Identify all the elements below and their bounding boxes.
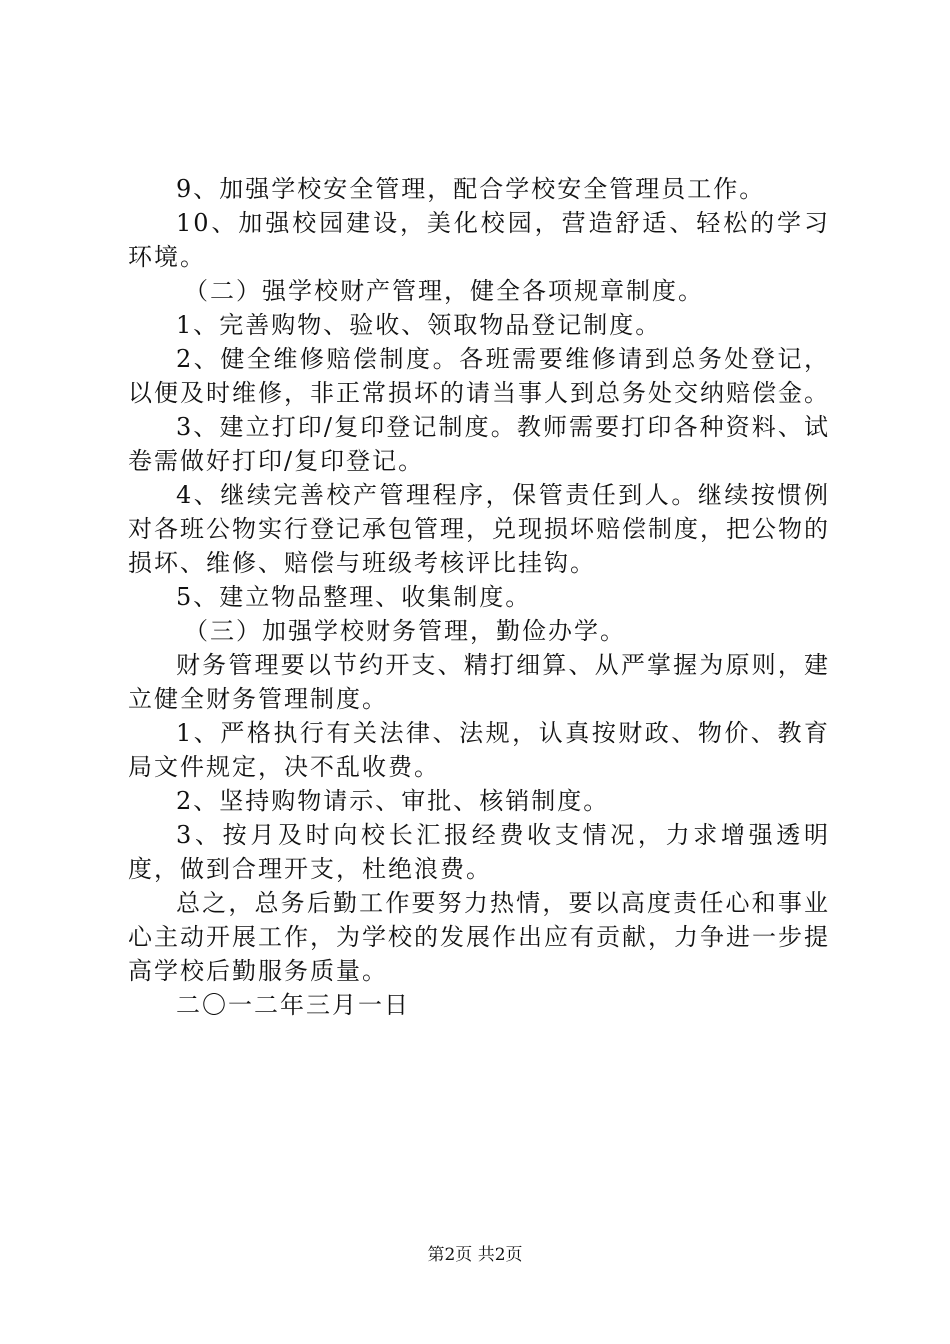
paragraph-item: 3、建立打印/复印登记制度。教师需要打印各种资料、试卷需做好打印/复印登记。 bbox=[128, 413, 830, 475]
paragraph-item-9: 9、加强学校安全管理，配合学校安全管理员工作。 bbox=[176, 175, 766, 203]
paragraph-item: 5、建立物品整理、收集制度。 bbox=[176, 583, 532, 611]
paragraph-item: 1、完善购物、验收、领取物品登记制度。 bbox=[176, 311, 662, 339]
section-heading-3: （三）加强学校财务管理，勤俭办学。 bbox=[184, 617, 626, 645]
paragraph-item: 2、坚持购物请示、审批、核销制度。 bbox=[176, 787, 610, 815]
section-heading-2: （二）强学校财产管理，健全各项规章制度。 bbox=[184, 277, 704, 305]
paragraph-item: 3、按月及时向校长汇报经费收支情况，力求增强透明度，做到合理开支，杜绝浪费。 bbox=[128, 821, 830, 883]
paragraph-item: 2、健全维修赔偿制度。各班需要维修请到总务处登记，以便及时维修，非正常损坏的请当事人到总务处交纳赔偿金。 bbox=[128, 345, 830, 407]
document-date: 二〇一二年三月一日 bbox=[176, 991, 410, 1019]
paragraph-text: 财务管理要以节约开支、精打细算、从严掌握为原则，建立健全财务管理制度。 bbox=[128, 651, 830, 713]
page-number-footer: 第2页 共2页 bbox=[427, 1245, 523, 1265]
document-body bbox=[128, 172, 830, 1022]
paragraph-item-10: 10、加强校园建设，美化校园，营造舒适、轻松的学习环境。 bbox=[128, 209, 830, 271]
paragraph-item: 4、继续完善校产管理程序，保管责任到人。继续按惯例对各班公物实行登记承包管理，兑现损坏赔偿制度，把公物的损坏、维修、赔偿与班级考核评比挂钩。 bbox=[128, 481, 830, 577]
paragraph-item: 1、严格执行有关法律、法规，认真按财政、物价、教育局文件规定，决不乱收费。 bbox=[128, 719, 830, 781]
paragraph-summary: 总之，总务后勤工作要努力热情，要以高度责任心和事业心主动开展工作，为学校的发展作出应有贡献，力争进一步提高学校后勤服务质量。 bbox=[128, 889, 830, 985]
